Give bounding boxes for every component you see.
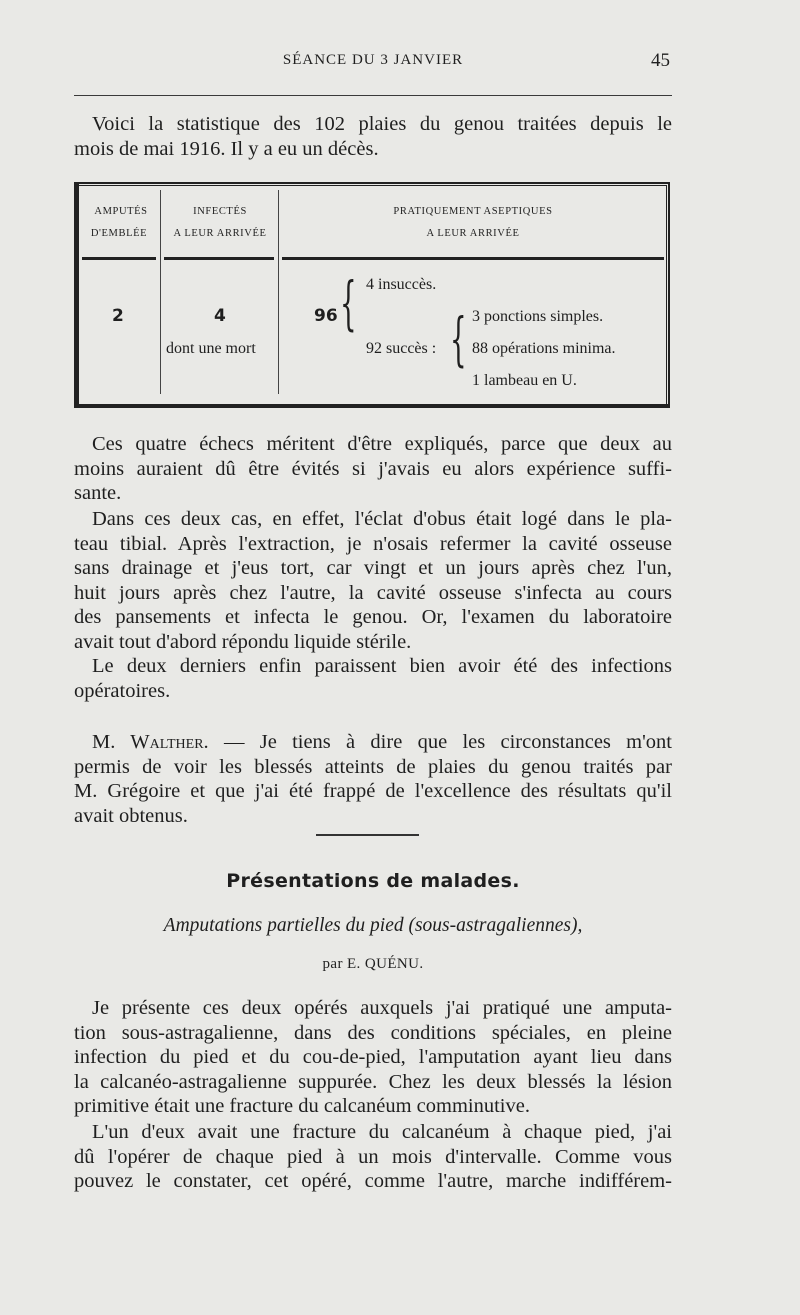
text-line: Le deux derniers enfin paraissent bien avoir été des infections (92, 655, 672, 677)
author-line: par E. QUÉNU. (322, 956, 424, 972)
speaker-text: — Je tiens à dire que les circonstances m'ont (208, 731, 673, 753)
brace-icon: { (450, 305, 467, 373)
text-line (74, 730, 672, 755)
paragraph (74, 432, 672, 506)
column-divider (160, 190, 161, 394)
infectes-value: 4 (214, 306, 226, 326)
text-line: Je présente ces deux opérés auxquels j'ai pratiqué une amputa- (92, 997, 672, 1019)
paragraph (74, 507, 672, 655)
header-amputes: AMPUTÉS (94, 206, 148, 217)
text-line: L'un d'eux avait une fracture du calcanéum à chaque pied, j'ai (92, 1121, 672, 1143)
text-line: dû l'opérer de chaque pied à un mois d'intervalle. Comme vous (74, 1145, 672, 1168)
column-divider (278, 190, 279, 394)
header-amputes-sub: D'EMBLÉE (90, 228, 148, 239)
infectes-note: dont une mort (166, 340, 256, 357)
section-divider (316, 834, 419, 836)
text-line: tion sous-astragalienne, dans des conditions spéciales, en pleine (74, 1021, 672, 1044)
header-rule (74, 95, 672, 96)
paragraph (74, 654, 672, 703)
text-line: pouvez le constater, cet opéré, comme l'autre, marche indifférem- (74, 1170, 672, 1193)
text-line: Ces quatre échecs méritent d'être expliqués, parce que deux au (92, 433, 672, 455)
text-line: sante. (74, 482, 122, 505)
text-line: avait tout d'abord répondu liquide stérile. (74, 630, 412, 653)
text-line: moins auraient dû être évités si j'avais eu alors expérience suffi- (74, 457, 672, 480)
walther-paragraph (74, 730, 672, 828)
text-line: Dans ces deux cas, en effet, l'éclat d'obus était logé dans le pla- (92, 508, 672, 530)
text-line: M. Grégoire et que j'ai été frappé de l'excellence des résultats qu'il (74, 780, 672, 803)
text-line: teau tibial. Après l'extraction, je n'osais refermer la cavité osseuse (74, 532, 672, 555)
paragraph (74, 1120, 672, 1194)
running-title: SÉANCE DU 3 JANVIER (282, 52, 464, 68)
text-line: permis de voir les blessés atteints de plaies du genou traités par (74, 755, 672, 778)
text-line: primitive était une fracture du calcanéum comminutive. (74, 1095, 530, 1118)
header-aseptiques: PRATIQUEMENT ASEPTIQUES (393, 206, 553, 217)
text-line: sans drainage et j'eus tort, car vingt et un jours après chez l'un, (74, 557, 672, 580)
paragraph (74, 996, 672, 1119)
statistics-table (74, 182, 670, 408)
detail-line: 88 opérations minima. (472, 340, 616, 357)
header-infectes-sub: A LEUR ARRIVÉE (173, 228, 267, 239)
text-line: mois de mai 1916. Il y a eu un décès. (74, 137, 379, 160)
detail-line: 3 ponctions simples. (472, 308, 604, 325)
succes-text: 92 succès : (366, 340, 437, 357)
text-line: des pansements et infecta le genou. Or, l'examen du laboratoire (74, 606, 672, 629)
speaker-name: M. Walther. (92, 731, 209, 753)
page-number: 45 (651, 50, 670, 71)
insucces-text: 4 insuccès. (366, 276, 437, 293)
amputes-value: 2 (112, 306, 124, 326)
text-line: huit jours après chez l'autre, la cavité osseuse s'infecta au cours (74, 581, 672, 604)
header-infectes: INFECTÉS (193, 206, 247, 217)
text-line: Voici la statistique des 102 plaies du genou traitées depuis le (92, 113, 672, 135)
detail-line: 1 lambeau en U. (472, 372, 577, 389)
aseptiques-total: 96 (314, 306, 338, 326)
text-line: opératoires. (74, 679, 171, 702)
section-title: Présentations de malades. (226, 870, 520, 892)
header-aseptiques-sub: A LEUR ARRIVÉE (426, 228, 520, 239)
text-line: infection du pied et du cou-de-pied, l'amputation ayant lieu dans (74, 1046, 672, 1069)
brace-icon: { (340, 269, 357, 337)
running-head (74, 52, 672, 76)
header-rule (164, 257, 274, 260)
article-subtitle: Amputations partielles du pied (sous-astragaliennes), (163, 915, 583, 936)
text-line: la calcanéo-astragalienne suppurée. Chez les deux blessés la lésion (74, 1070, 672, 1093)
intro-paragraph (74, 112, 672, 161)
text-line: avait obtenus. (74, 804, 188, 827)
header-rule (82, 257, 156, 260)
header-rule (282, 257, 664, 260)
